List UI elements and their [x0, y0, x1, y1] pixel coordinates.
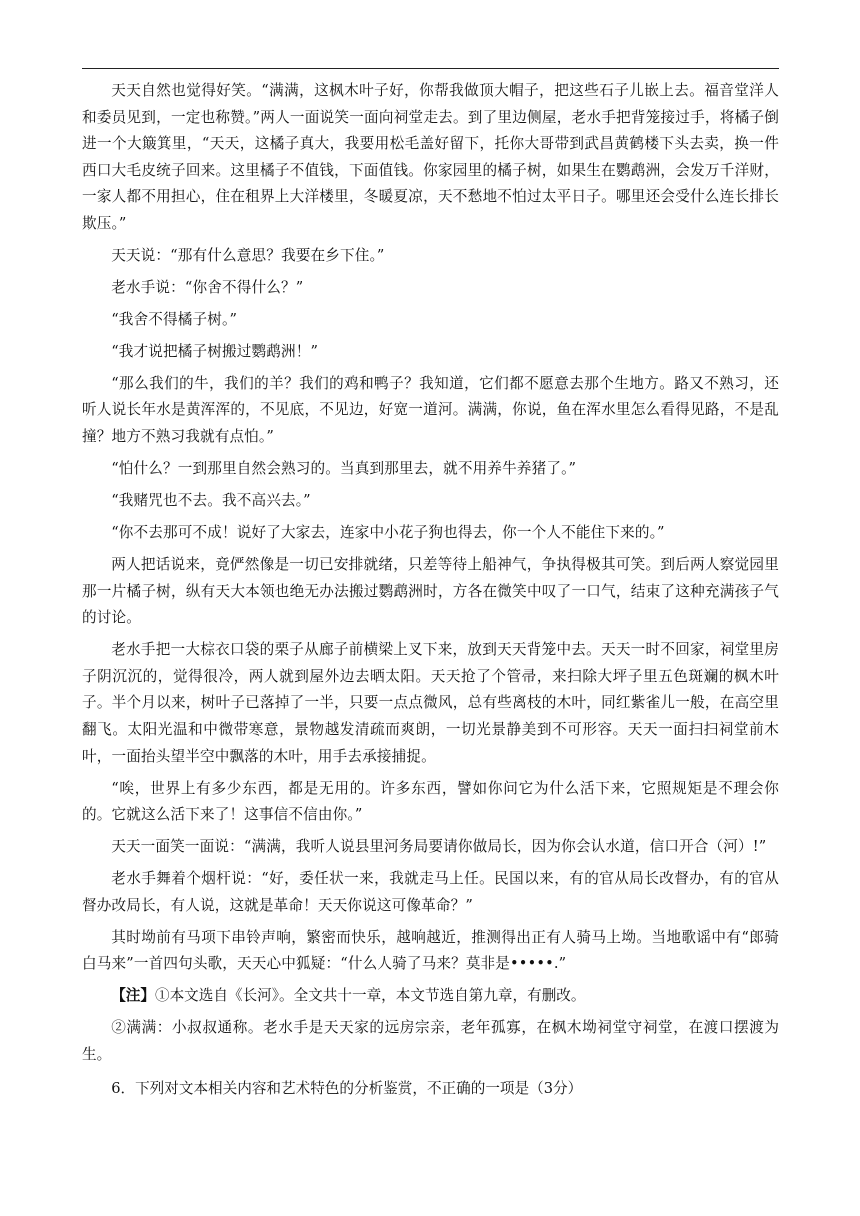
paragraph-10: 两人把话说来，竟俨然像是一切已安排就绪，只差等待上船神气，争执得极其可笑。到后两人察觉园里那一片橘子树，纵有天大本领也绝无办法搬过鹦鹉洲时，方各在微笑中叹了一口气，结束了这种充满孩子气的讨论。 — [82, 556, 779, 627]
paragraph-5: “我才说把橘子树搬过鹦鹉洲！” — [111, 342, 319, 360]
paragraph-7: “怕什么？一到那里自然会熟习的。当真到那里去，就不用养牛养猪了。” — [111, 460, 577, 478]
paragraph-11: 老水手把一大棕衣口袋的栗子从廊子前横梁上叉下来，放到天天背笼中去。天天一时不回家，祠堂里房子阴沉沉的，觉得很冷，两人就到屋外边去晒太阳。天天抢了个管帚，来扫除大坪子里五色斑斓的枫木叶子。半个月以来，树叶子已落掉了一半，只要一点点微风，总有些离枝的木叶，同红紫雀儿一般，在高空里翻飞。太阳光温和中微带寒意，景物越发清疏而爽朗，一切光景静美到不可形容。天天一面扫扫祠堂前木叶，一面抬头望半空中飘落的木叶，用手去承接捕捉。 — [82, 641, 779, 765]
paragraph-8: “我赌咒也不去。我不高兴去。” — [111, 492, 311, 510]
paragraph-2: 天天说：“那有什么意思？我要在乡下住。” — [111, 246, 385, 264]
paragraph-14: 老水手舞着个烟杆说：“好，委任状一来，我就走马上任。民国以来，有的官从局长改督办，有的官从督办改局长，有人说，这就是革命！天天你说这可像革命？” — [82, 870, 779, 914]
note-line-2: ②满满：小叔叔通称。老水手是天天家的远房宗亲，老年孤寡，在枫木坳祠堂守祠堂，在渡口摆渡为生。 — [82, 1019, 779, 1063]
paragraph-3: 老水手说：“你舍不得什么？” — [111, 278, 304, 296]
note-tag: 【注】 — [111, 987, 155, 1005]
paragraph-4: “我舍不得橘子树。” — [111, 310, 238, 328]
header-rule — [82, 68, 779, 69]
note-text-1: ①本文选自《长河》。全文共十一章，本文节选自第九章，有删改。 — [154, 987, 586, 1005]
question-6: 6．下列对文本相关内容和艺术特色的分析鉴赏，不正确的一项是（3分） — [111, 1080, 583, 1098]
paragraph-12: “唉，世界上有多少东西，都是无用的。许多东西，譬如你问它为什么活下来，它照规矩是不理会你的。它就这么活下来了！这事信不信由你。” — [82, 779, 779, 824]
note-line-1 — [82, 983, 779, 1010]
paragraph-1: 天天自然也觉得好笑。“满满，这枫木叶子好，你帮我做顶大帽子，把这些石子儿嵌上去。福音堂洋人和委员见到，一定也称赞。”两人一面说笑一面向祠堂走去。到了里边侧屋，老水手把背笼接过手，将橘子倒进一个大簸箕里，“天天，这橘子真大，我要用松毛盖好留下，托你大哥带到武昌黄鹤楼下头去卖，换一件西口大毛皮统子回来。这里橘子不值钱，下面值钱。你家园里的橘子树，如果生在鹦鹉洲，会发万千洋财，一家人都不用担心，住在租界上大洋楼里，冬暖夏凉，天不愁地不怕过太平日子。哪里还会受什么连长排长欺压。” — [82, 82, 779, 232]
paragraph-15: 其时坳前有马项下串铃声响，繁密而快乐，越响越近，推测得出正有人骑马上坳。当地歌谣中有“郎骑白马来”一首四句头歌，天天心中狐疑：“什么人骑了马来？莫非是•••••.” — [82, 928, 779, 973]
document-body — [82, 78, 779, 1103]
paragraph-13: 天天一面笑一面说：“满满，我听人说县里河务局要请你做局长，因为你会认水道，信口开合（河）!” — [111, 838, 767, 856]
paragraph-9: “你不去那可不成！说好了大家去，连家中小花子狗也得去，你一个人不能住下来的。” — [111, 524, 665, 542]
paragraph-6: “那么我们的牛，我们的羊？我们的鸡和鸭子？我知道，它们都不愿意去那个生地方。路又不熟习，还听人说长年水是黄浑浑的，不见底，不见边，好宽一道河。满满，你说，鱼在浑水里怎么看得见路，不是乱撞？地方不熟习我就有点怕。” — [82, 374, 779, 446]
